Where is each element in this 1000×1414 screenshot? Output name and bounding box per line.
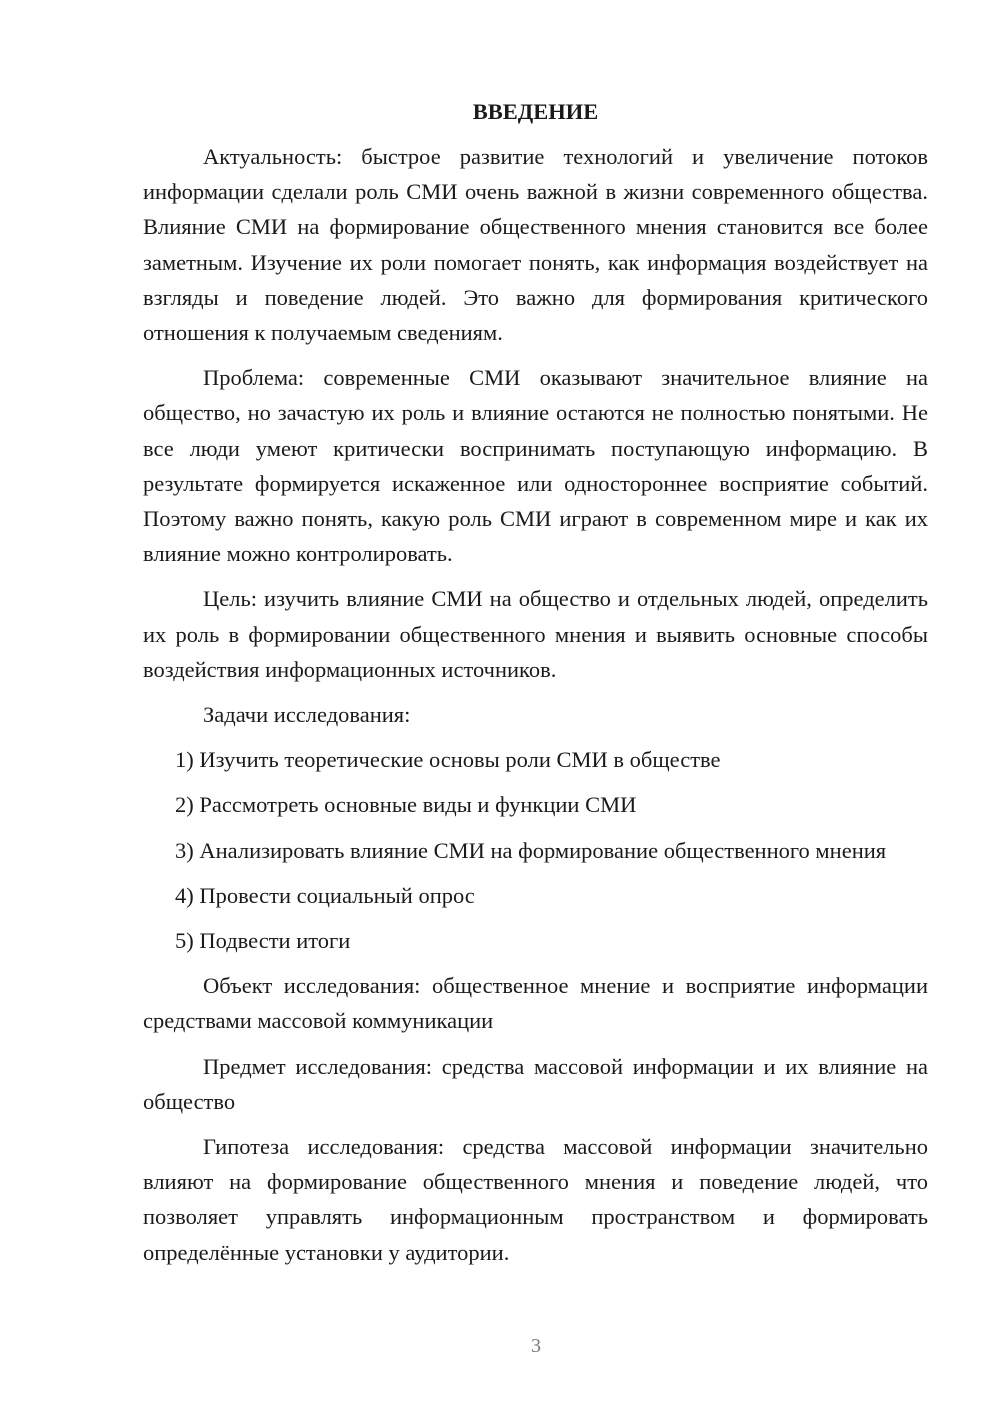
task-item-2: 2) Рассмотреть основные виды и функции СМИ bbox=[175, 792, 637, 818]
task-item-1: 1) Изучить теоретические основы роли СМИ в обществе bbox=[175, 747, 721, 773]
paragraph-hypothesis: Гипотеза исследования: средства массовой информации значительно влияют на формирование общественного мнения и поведение людей, что позволяет управлять информационным пространством и формировать определённые установки у аудитории. bbox=[143, 1134, 928, 1265]
page-number: 3 bbox=[531, 1335, 541, 1357]
paragraph-relevance: Актуальность: быстрое развитие технологий и увеличение потоков информации сделали роль СМИ очень важной в жизни современного общества. Влияние СМИ на формирование общественного мнения становится все более заметным. Изучение их роли помогает понять, как информация воздействует на взгляды и поведение людей. Это важно для формирования критического отношения к получаемым сведениям. bbox=[143, 144, 928, 346]
paragraph-problem: Проблема: современные СМИ оказывают значительное влияние на общество, но зачастую их роль и влияние остаются не полностью понятыми. Не все люди умеют критически воспринимать поступающую информацию. В результате формируется искаженное или одностороннее восприятие событий. Поэтому важно понять, какую роль СМИ играют в современном мире и как их влияние можно контролировать. bbox=[143, 365, 928, 567]
page-content bbox=[143, 94, 928, 1270]
task-item-3: 3) Анализировать влияние СМИ на формирование общественного мнения bbox=[175, 837, 887, 863]
task-item-5: 5) Подвести итоги bbox=[175, 928, 351, 954]
paragraph-subject: Предмет исследования: средства массовой информации и их влияние на общество bbox=[143, 1053, 928, 1114]
tasks-heading: Задачи исследования: bbox=[203, 702, 411, 728]
paragraph-goal: Цель: изучить влияние СМИ на общество и отдельных людей, определить их роль в формировании общественного мнения и выявить основные способы воздействия информационных источников. bbox=[143, 586, 928, 682]
task-item-4: 4) Провести социальный опрос bbox=[175, 882, 475, 908]
section-title: ВВЕДЕНИЕ bbox=[472, 99, 599, 124]
paragraph-object: Объект исследования: общественное мнение и восприятие информации средствами массовой коммуникации bbox=[143, 973, 928, 1034]
